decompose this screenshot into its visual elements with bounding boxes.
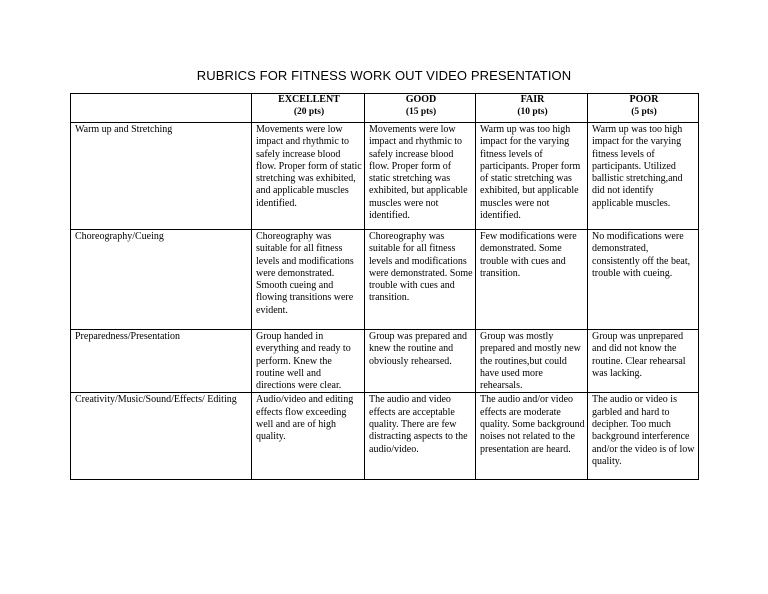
criterion-cell: Creativity/Music/Sound/Effects/ Editing (71, 393, 252, 480)
rubric-cell: Group handed in everything and ready to perform. Knew the routine well and directions were clear. (252, 330, 365, 393)
rubric-cell: Few modifications were demonstrated. Some trouble with cues and transition. (476, 230, 588, 330)
level-points: (15 pts) (405, 107, 437, 117)
level-header-poor (588, 94, 699, 123)
rubric-cell: Choreography was suitable for all fitness levels and modifications were demonstrated. Some trouble with cues and transition. (365, 230, 476, 330)
level-header-good (365, 94, 476, 123)
rubric-cell: No modifications were demonstrated, consistently off the beat, trouble with cueing. (588, 230, 699, 330)
criteria-header-cell (71, 94, 252, 123)
level-points: (20 pts) (293, 107, 325, 117)
level-name: GOOD (405, 94, 437, 105)
level-name: FAIR (520, 94, 545, 105)
rubric-cell: The audio and/or video effects are moderate quality. Some background noises not related to the presentation are heard. (476, 393, 588, 480)
rubric-cell: Audio/video and editing effects flow exceeding well and are of high quality. (252, 393, 365, 480)
rubric-cell: Warm up was too high impact for the varying fitness levels of participants. Utilized ballistic stretching,and did not identify applicable muscles. (588, 123, 699, 230)
criterion-cell: Warm up and Stretching (71, 123, 252, 230)
rubric-cell: Warm up was too high impact for the varying fitness levels of participants. Proper form of static stretching was exhibited, but applicable muscles were not identified. (476, 123, 588, 230)
rubric-cell: Movements were low impact and rhythmic to safely increase blood flow. Proper form of static stretching was exhibited, but applicable muscles were not identified. (365, 123, 476, 230)
document-title: RUBRICS FOR FITNESS WORK OUT VIDEO PRESENTATION (196, 68, 572, 83)
table-row (71, 123, 699, 230)
level-points: (10 pts) (517, 107, 548, 117)
table-row (71, 230, 699, 330)
criterion-cell: Choreography/Cueing (71, 230, 252, 330)
table-row (71, 393, 699, 480)
rubric-cell: The audio or video is garbled and hard to decipher. Too much background interference and/or the video is of low quality. (588, 393, 699, 480)
rubric-cell: Group was prepared and knew the routine and obviously rehearsed. (365, 330, 476, 393)
rubric-table (70, 93, 699, 480)
rubric-cell: Group was mostly prepared and mostly new the routines,but could have used more rehearsals. (476, 330, 588, 393)
rubric-cell: Group was unprepared and did not know the routine. Clear rehearsal was lacking. (588, 330, 699, 393)
level-name: POOR (629, 94, 659, 105)
level-points: (5 pts) (631, 107, 657, 117)
header-row (71, 94, 699, 123)
rubric-cell: The audio and video effects are acceptable quality. There are few distracting aspects to the audio/video. (365, 393, 476, 480)
level-header-fair (476, 94, 588, 123)
level-name: EXCELLENT (278, 94, 340, 105)
table-row (71, 330, 699, 393)
criterion-cell: Preparedness/Presentation (71, 330, 252, 393)
level-header-excellent (252, 94, 365, 123)
rubric-cell: Choreography was suitable for all fitness levels and modifications were demonstrated. Smooth cueing and flowing transitions were evident. (252, 230, 365, 330)
rubric-cell: Movements were low impact and rhythmic to safely increase blood flow. Proper form of static stretching was exhibited, and applicable muscles identified. (252, 123, 365, 230)
